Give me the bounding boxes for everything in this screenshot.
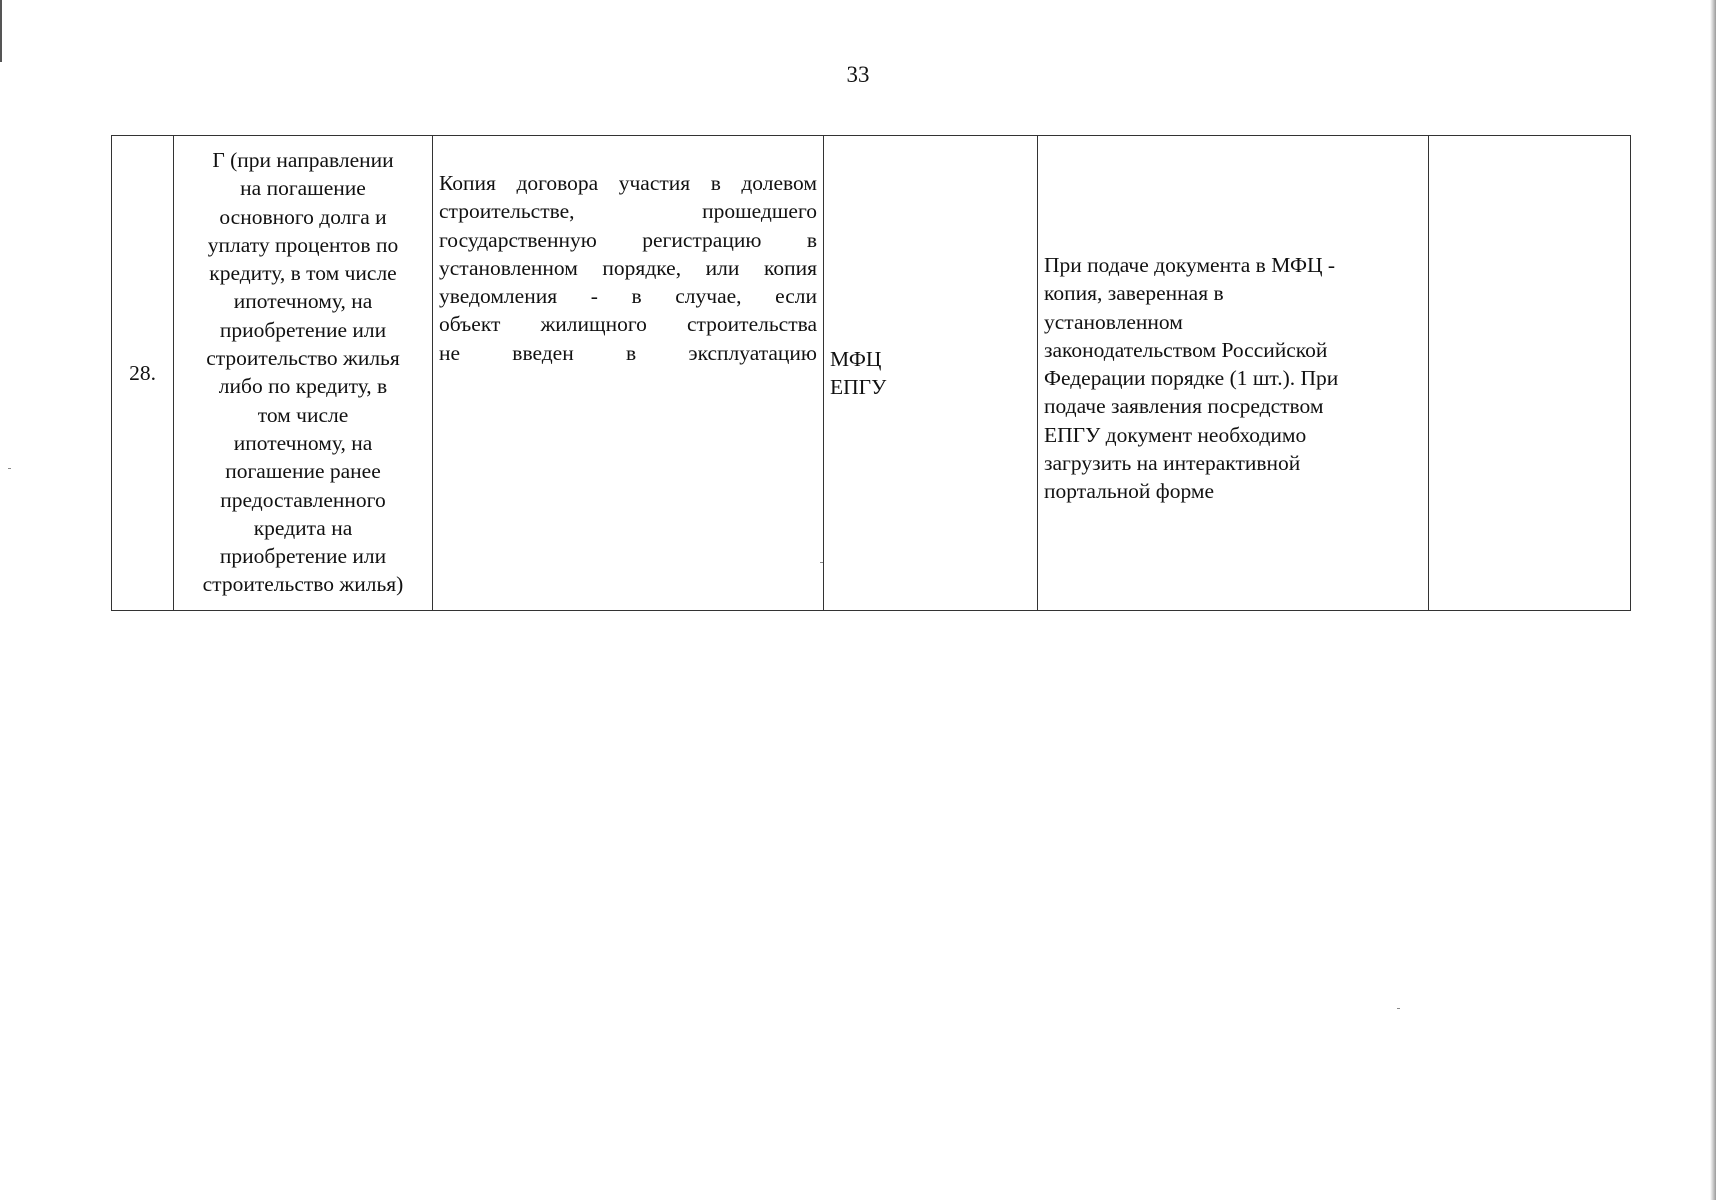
scan-edge-right <box>1710 0 1716 1200</box>
category-line: ипотечному, на <box>233 289 373 314</box>
category-line: приобретение или <box>219 317 387 342</box>
submission-place-cell <box>824 136 1038 611</box>
scan-edge-left <box>0 0 2 62</box>
category-line: ипотечному, на <box>233 430 373 455</box>
category-line: Г (при направлении <box>212 148 394 172</box>
document-line: объект жилищного строительства <box>439 312 817 337</box>
note-line: установленном <box>1044 309 1183 334</box>
empty-cell <box>1429 136 1631 611</box>
row-number-cell <box>112 136 174 611</box>
note-line: загрузить на интерактивной <box>1044 451 1301 476</box>
category-line: строительство жилья) <box>202 572 404 597</box>
category-line: строительство жилья <box>206 346 400 371</box>
note-line: копия, заверенная в <box>1044 281 1224 306</box>
category-cell <box>174 136 433 611</box>
category-line: кредиту, в том числе <box>209 261 397 286</box>
scan-speck <box>820 562 823 563</box>
category-line: том числе <box>257 402 349 427</box>
category-line: либо по кредиту, в <box>218 374 388 399</box>
row-number: 28. <box>129 360 156 385</box>
note-line: портальной форме <box>1044 479 1215 504</box>
document-line: уведомления - в случае, если <box>439 284 817 309</box>
scan-speck <box>1397 1008 1400 1009</box>
scan-speck <box>8 468 11 469</box>
document-line: не введен в эксплуатацию <box>439 340 817 365</box>
documents-table <box>111 135 1631 611</box>
document-line: государственную регистрацию в <box>439 227 817 252</box>
document-cell <box>433 136 824 611</box>
note-line: законодательством Российской <box>1044 337 1328 362</box>
page-number: 33 <box>846 62 870 87</box>
document-line: установленном порядке, или копия <box>439 255 817 280</box>
document-line: строительстве, прошедшего <box>439 199 817 224</box>
note-line: подаче заявления посредством <box>1044 394 1324 419</box>
category-line: кредита на <box>253 515 353 540</box>
note-cell <box>1038 136 1429 611</box>
note-line: Федерации порядке (1 шт.). При <box>1044 366 1339 391</box>
category-line: предоставленного <box>220 487 386 512</box>
category-line: уплату процентов по <box>207 232 399 257</box>
note-line: ЕПГУ документ необходимо <box>1044 422 1307 447</box>
place-line: ЕПГУ <box>830 375 887 399</box>
category-line: приобретение или <box>219 544 387 569</box>
category-line: основного долга и <box>219 204 387 229</box>
place-line: МФЦ <box>830 346 882 371</box>
note-line: При подаче документа в МФЦ - <box>1044 253 1336 277</box>
table-row <box>112 136 1631 611</box>
document-line: Копия договора участия в долевом <box>439 171 817 195</box>
category-line: на погашение <box>240 176 366 201</box>
category-line: погашение ранее <box>225 459 381 484</box>
